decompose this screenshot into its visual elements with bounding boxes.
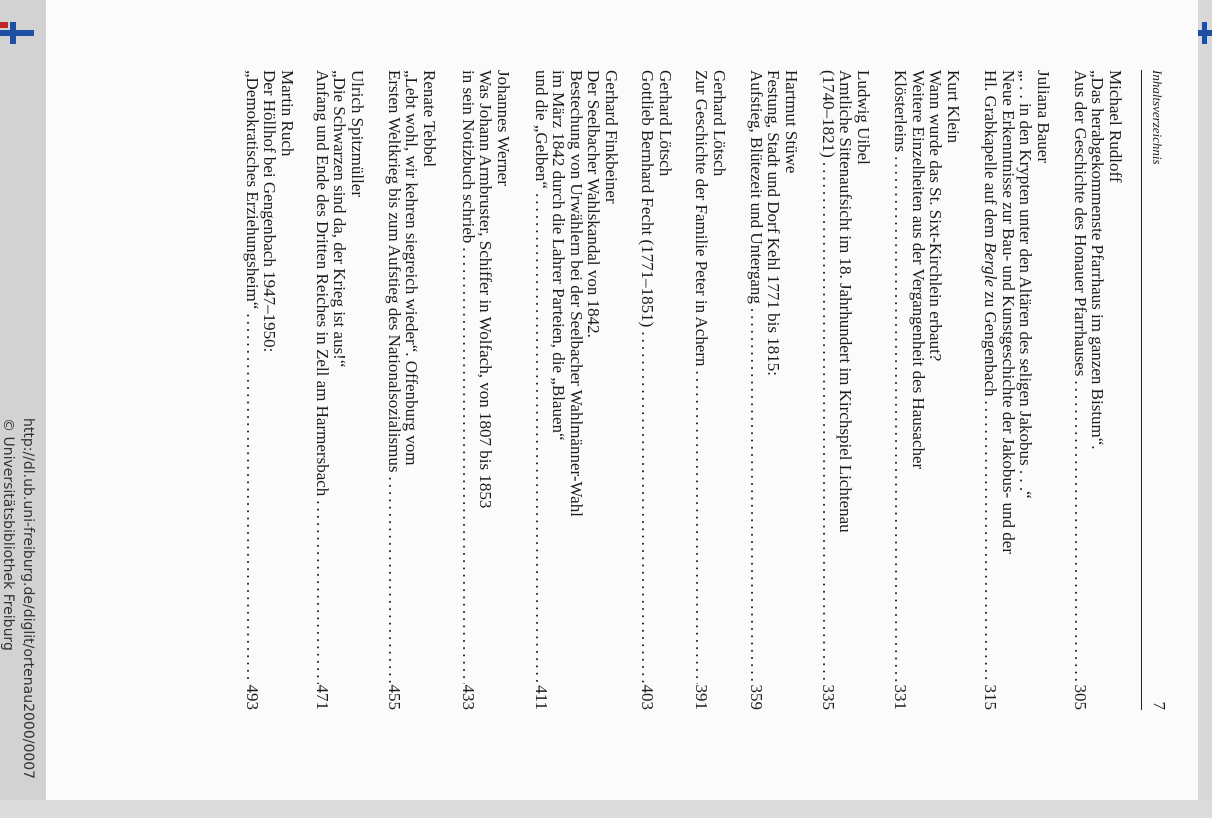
entry-author: Gerhard Lötsch <box>710 70 729 177</box>
entry-last-line <box>243 70 261 710</box>
toc-entry <box>532 70 620 710</box>
entry-title-line: „. . . in den Krypten unter den Altären des seligen Jakobus . . .“ <box>1016 70 1036 499</box>
entry-title-pre: Hl. Grabkapelle auf dem <box>981 70 1001 243</box>
leader-dots <box>747 304 765 684</box>
entry-last-line <box>639 70 657 710</box>
entry-author: Gerhard Finkbeiner <box>602 70 621 204</box>
entry-page: 471 <box>312 684 332 710</box>
library-flag-icon <box>1198 22 1212 44</box>
entry-page: 335 <box>818 684 838 710</box>
entry-last-line <box>532 70 550 710</box>
entry-title-line: Gottlieb Bernhard Fecht (1771–1851) <box>638 70 658 328</box>
entry-title-line: im März 1842 durch die Lahrer Parteien, die „Blauen“ <box>549 70 569 441</box>
leader-dots <box>243 309 261 684</box>
entry-author: Ludwig Uibel <box>854 70 873 165</box>
entry-title-line: „Demokratisches Erziehungsheim“ <box>242 70 262 310</box>
entry-title-line: Was Johann Armbruster, Schiffer in Wolfach, von 1807 bis 1853 <box>476 70 496 509</box>
viewer-url[interactable]: http://dl.ub.uni-freiburg.de/diglit/ortenau2000/0007 <box>20 418 36 780</box>
toc-entry <box>982 70 1052 710</box>
toc-entry <box>385 70 438 710</box>
leader-dots <box>313 496 331 684</box>
entry-title-line: Der Höllhof bei Gengenbach 1947–1950: <box>260 70 280 353</box>
entry-author: Juliana Bauer <box>1034 70 1053 163</box>
entry-title-line: Aufstieg, Blütezeit und Untergang <box>746 70 766 304</box>
entry-title-line: Klösterleins <box>891 70 911 153</box>
toc-entry <box>1071 70 1124 710</box>
entry-page: 455 <box>384 684 404 710</box>
viewer-right-strip <box>1198 0 1212 800</box>
toc-entry <box>693 70 728 710</box>
leader-dots <box>892 152 910 684</box>
entry-page: 305 <box>1070 684 1090 710</box>
toc-entry <box>747 70 800 710</box>
scanned-page <box>46 0 1198 800</box>
entry-title-line: Ersten Weltkrieg bis zum Aufstieg des Nationalsozialismus <box>384 70 404 473</box>
entry-author: Michael Rudloff <box>1106 70 1125 183</box>
entry-title-line: Festung, Stadt und Dorf Kehl 1771 bis 1815: <box>764 70 784 376</box>
entry-title-line: Anfang und Ende des Dritten Reiches in Zell am Harmersbach <box>312 70 332 497</box>
entry-page: 315 <box>981 684 1001 710</box>
leader-dots <box>532 189 550 684</box>
entry-title-line: „Die Schwarzen sind da, der Krieg ist aus!“ <box>330 70 350 368</box>
entry-title-line: Der Seelbacher Wahlskandal von 1842. <box>584 70 604 338</box>
leader-dots <box>639 327 657 684</box>
leader-dots <box>1071 376 1089 684</box>
toc-entry <box>243 70 296 710</box>
viewer-copyright: © Universitätsbibliothek Freiburg <box>0 418 16 651</box>
leader-dots <box>982 397 1000 685</box>
entry-author: Kurt Klein <box>944 70 963 144</box>
entry-author: Ulrich Spitzmüller <box>348 70 367 198</box>
toc-entry <box>639 70 674 710</box>
entry-title-line: (1740–1821) <box>818 70 838 158</box>
entry-author: Hartmut Stüwe <box>782 70 801 174</box>
toc-entry <box>459 70 512 710</box>
entry-title-post: zu Gengenbach <box>981 286 1001 397</box>
entry-last-line <box>693 70 711 710</box>
entry-title-line: in sein Notizbuch schrieb <box>458 70 478 244</box>
leader-dots <box>385 472 403 684</box>
toc-page <box>128 70 1168 730</box>
entry-last-line <box>982 70 1000 710</box>
leader-dots <box>693 366 711 684</box>
leader-dots <box>459 243 477 684</box>
running-title: Inhaltsverzeichnis <box>1150 70 1165 165</box>
entry-last-line <box>819 70 837 710</box>
viewer-left-strip <box>0 0 46 800</box>
entry-author: Martin Ruch <box>278 70 297 157</box>
entry-page: 411 <box>531 685 551 710</box>
entry-title-line: „Das herabgekommenste Pfarrhaus im ganzen Bistum“. <box>1088 70 1108 450</box>
entry-title-emphasis: Bergle <box>981 242 1001 287</box>
entry-page: 391 <box>692 684 712 710</box>
entry-title-line: Neue Erkenntnisse zur Bau- und Kunstgeschichte der Jakobus- und der <box>998 70 1018 554</box>
entry-author: Gerhard Lötsch <box>656 70 675 177</box>
entry-page: 331 <box>891 684 911 710</box>
entry-title-line: Zur Geschichte der Familie Peter in Achern <box>692 70 712 367</box>
entry-title-line <box>982 70 1000 397</box>
entry-last-line <box>892 70 910 710</box>
leader-dots <box>819 158 837 684</box>
running-head <box>1141 70 1168 710</box>
entry-page: 403 <box>638 684 658 710</box>
entry-last-line <box>459 70 477 710</box>
viewer-source-text <box>0 418 38 818</box>
entry-author: Johannes Werner <box>494 70 513 186</box>
entry-title-line: Aus der Geschichte des Honauer Pfarrhauses <box>1070 70 1090 377</box>
toc-entry <box>313 70 366 710</box>
entry-page: 359 <box>746 684 766 710</box>
entry-last-line <box>747 70 765 710</box>
toc-entry <box>892 70 962 710</box>
entry-author: Renate Tebbel <box>420 70 439 168</box>
entry-title-line: Wann wurde das St. Sixt-Kirchlein erbaut? <box>926 70 946 362</box>
entry-last-line <box>1071 70 1089 710</box>
entry-title-line: und die „Gelben“ <box>531 70 551 189</box>
library-flag-icon <box>0 22 34 44</box>
entry-page: 493 <box>242 684 262 710</box>
entry-last-line <box>313 70 331 710</box>
entry-last-line <box>385 70 403 710</box>
entry-title-line: Bestechung von Urwählern bei der Seelbacher Wahlmänner-Wahl <box>566 70 586 517</box>
entry-title-line: „Lebt wohl, wir kehren siegreich wieder“. Offenburg vom <box>402 70 422 466</box>
entry-page: 433 <box>458 684 478 710</box>
entry-title-line: Weitere Einzelheiten aus der Vergangenheit des Hausacher <box>908 70 928 470</box>
toc-entry <box>819 70 872 710</box>
page-number: 7 <box>1150 701 1169 710</box>
entry-title-line: Amtliche Sittenaufsicht im 18. Jahrhundert im Kirchspiel Lichtenau <box>836 70 856 533</box>
